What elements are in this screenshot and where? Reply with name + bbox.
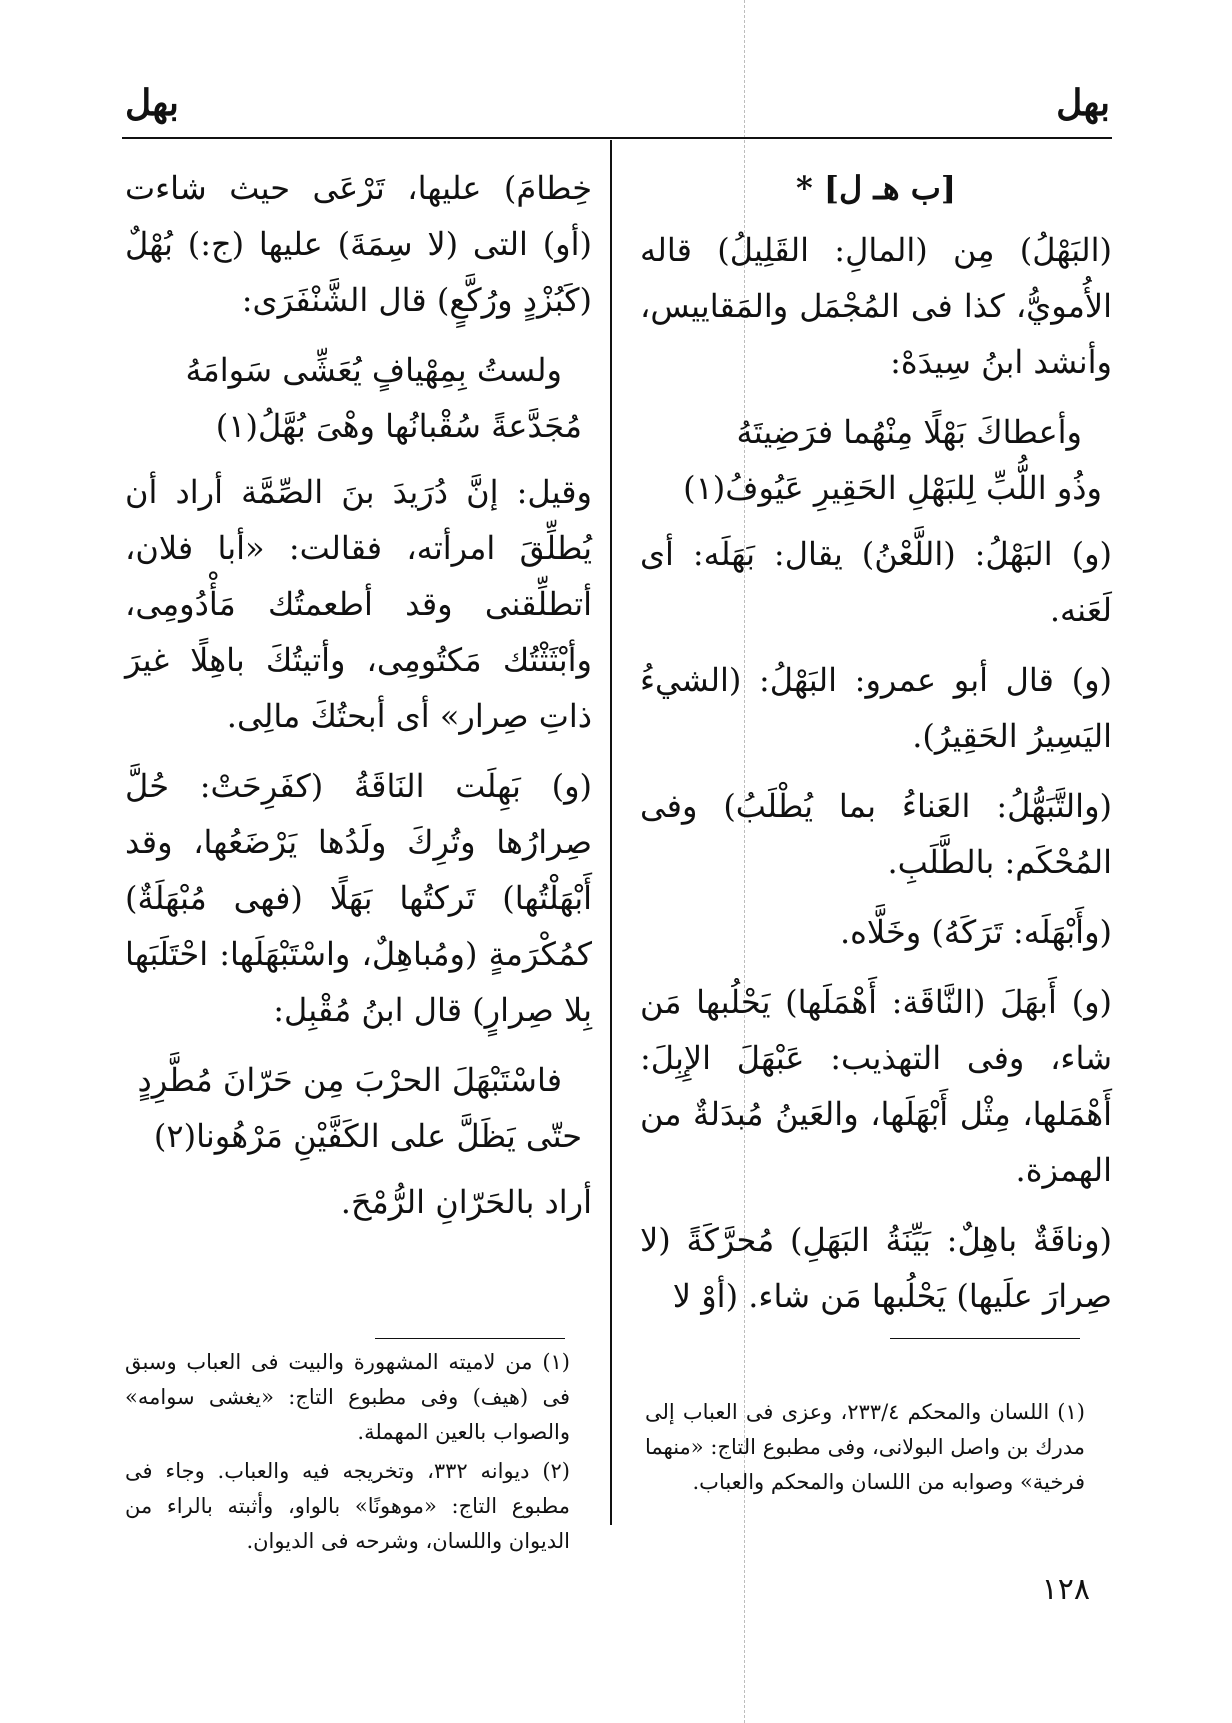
- header-title-right: بهل: [1056, 82, 1110, 124]
- verse: [640, 404, 1112, 516]
- paragraph: (و) البَهْلُ: (اللَّعْنُ) يقال: بَهَلَه: أى لَعَنه.: [640, 535, 1112, 629]
- footnote-rule-left: [375, 1338, 565, 1339]
- verse-hemistich-2: حتّى يَظَلَّ على الكَفَّيْنِ مَرْهُونا(٢): [153, 1117, 582, 1155]
- verse-hemistich-1: وأعطاكَ بَهْلًا مِنْهُما فرَضِيتَهُ: [736, 413, 1082, 451]
- verse-hemistich-2: وذُو اللُّبِّ لِلبَهْلِ الحَقِيرِ عَيُوفُ(١): [683, 469, 1102, 507]
- paragraph: (والتَّبَهُّلُ: العَناءُ بما يُطْلَبُ) وفى المُحْكَم: بالطَّلَبِ.: [640, 787, 1112, 881]
- right-column: [640, 160, 1112, 1338]
- column-divider: [610, 140, 612, 1525]
- footnotes-right: [645, 1395, 1085, 1504]
- header-title-left: بهل: [125, 82, 179, 124]
- verse-hemistich-1: فاسْتَبْهَلَ الحرْبَ مِن حَرّانَ مُطَّرِدٍ: [137, 1061, 562, 1099]
- page-number: ١٢٨: [1041, 1572, 1090, 1607]
- footnotes-left: [125, 1345, 570, 1563]
- footnote: (١) اللسان والمحكم ٢٣٣/٤، وعزى فى العباب إلى مدرك بن واصل البولانى، وفى مطبوع التاج: «منهما فرخية» وصوابه من اللسان والمحكم والعباب.: [645, 1400, 1085, 1494]
- paragraph: (البَهْلُ) مِن (المالِ: القَلِيلُ) قاله الأُمويُّ، كذا فى المُجْمَل والمَقاييس، وأنشد ابنُ سِيدَهْ:: [640, 231, 1112, 381]
- root-heading: [ب هـ ل] *: [795, 169, 957, 207]
- paragraph: (و) أَبهَلَ (النَّاقَة: أَهْمَلَها) يَحْلُبها مَن شاء، وفى التهذيب: عَبْهَلَ الإِبِلَ: أَهْمَلها، مِثْل أَبْهَلَها، والعَينُ مُبدَلةٌ من الهمزة.: [640, 983, 1112, 1189]
- footnote: (١) من لاميته المشهورة والبيت فى العباب وسبق فى (هيف) وفى مطبوع التاج: «يغشى سوامه» والصواب بالعين المهملة.: [125, 1350, 570, 1444]
- footnote: (٢) ديوانه ٣٣٢، وتخريجه فيه والعباب. وجاء فى مطبوع التاج: «موهونًا» بالواو، وأثبته بالراء من الديوان واللسان، وشرحه فى الديوان.: [125, 1459, 570, 1553]
- left-column: [125, 160, 592, 1244]
- verse-hemistich-1: ولستُ بِمِهْيافٍ يُعَشِّى سَوامَهُ: [185, 351, 562, 389]
- paragraph: خِطامَ) عليها، تَرْعَى حيث شاءت (أو) التى (لا سِمَةَ) عليها (ج:) بُهْلٌ (كَبُزْدٍ ورُكَّعٍ) قال الشَّنْفَرَى:: [125, 169, 592, 319]
- paragraph: وقيل: إنَّ دُرَيدَ بنَ الصِّمَّة أراد أن يُطلِّقَ امرأته، فقالت: «أبا فلان، أتطلِّقنى وقد أطعمتُك مَأْدُومِى، وأبْثَثْتُك مَكتُومِى، وأتيتُكَ باهِلًا غيرَ ذاتِ صِرار» أى أبحتُكَ مالِى.: [125, 473, 592, 735]
- paragraph: (وناقَةٌ باهِلٌ: بَيِّنَةُ البَهَلِ) مُحرَّكَةً (لا صِرارَ علَيها) يَحْلُبها مَن شاء. (أوْ لا: [640, 1221, 1112, 1315]
- verse-hemistich-2: مُجَدَّعةً سُقْبانُها وهْىَ بُهَّلُ(١): [215, 407, 582, 445]
- verse: [125, 1052, 592, 1164]
- paragraph: (و) بَهِلَت النَاقَةُ (كفَرِحَتْ: حُلَّ صِرارُها وتُرِكَ ولَدُها يَرْضَعُها، وقد أَبْهَلْتُها) تَركتُها بَهَلًا (فهى مُبْهَلَةٌ) كمُكْرَمةٍ (ومُباهِلٌ، واسْتَبْهَلَها: احْتَلَبَها بِلا صِرارٍ) قال ابنُ مُقْبِل:: [125, 767, 592, 1029]
- header-rule: [122, 137, 1112, 139]
- footnote-rule-right: [890, 1338, 1080, 1339]
- verse: [125, 342, 592, 454]
- paragraph: (و) قال أبو عمرو: البَهْلُ: (الشيءُ اليَسِيرُ الحَقِيرُ).: [640, 661, 1112, 755]
- paragraph: (وأَبْهَلَه: تَرَكَهُ) وخَلَّاه.: [839, 913, 1112, 951]
- paragraph: أراد بالحَرّانِ الرُّمْحَ.: [340, 1183, 592, 1221]
